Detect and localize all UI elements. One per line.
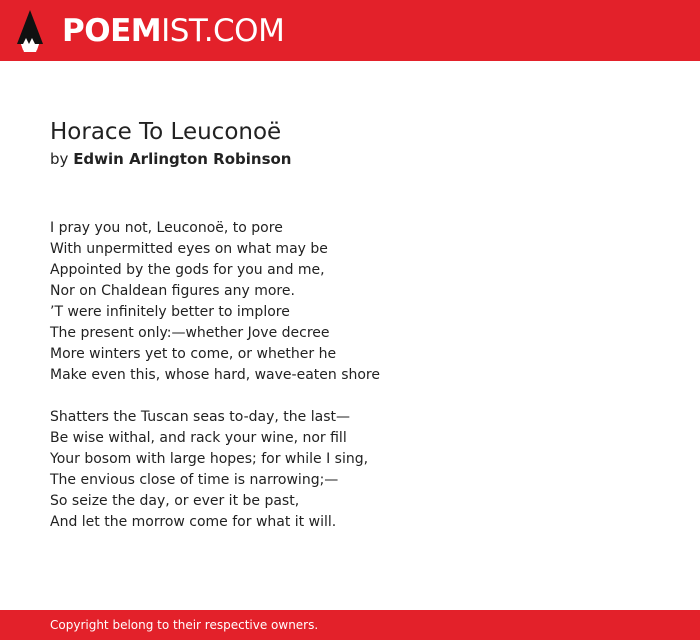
poem-line: And let the morrow come for what it will. (50, 514, 337, 530)
copyright-text: Copyright belong to their respective owners. (50, 618, 319, 632)
stanza-1 (50, 218, 670, 386)
poem-line: With unpermitted eyes on what may be (50, 241, 328, 257)
byline (50, 148, 291, 170)
poem-body (50, 218, 670, 533)
by-label: by (50, 150, 69, 168)
poem-line: Shatters the Tuscan seas to-day, the last— (50, 409, 350, 425)
author-name: Edwin Arlington Robinson (73, 150, 292, 168)
logo-text-bold: POEM (62, 13, 162, 49)
poem-line: ’T were infinitely better to implore (50, 304, 290, 320)
poem-line: Appointed by the gods for you and me, (50, 262, 325, 278)
poem-line: Your bosom with large hopes; for while I sing, (50, 451, 369, 467)
stanza-2 (50, 407, 670, 533)
poem-line: The envious close of time is narrowing;— (50, 472, 339, 488)
stanza-gap (50, 386, 670, 407)
pencil-icon[interactable] (17, 10, 43, 52)
poem-line: So seize the day, or ever it be past, (50, 493, 300, 509)
poem-line: Nor on Chaldean figures any more. (50, 283, 295, 299)
poem-line: Make even this, whose hard, wave-eaten shore (50, 367, 380, 383)
site-header (0, 0, 700, 61)
poem-line: The present only:—whether Jove decree (50, 325, 330, 341)
site-footer (0, 610, 700, 640)
site-logo[interactable] (62, 10, 284, 52)
poem-line: More winters yet to come, or whether he (50, 346, 337, 362)
logo-text-light: IST.COM (161, 13, 285, 49)
poem-line: I pray you not, Leuconoë, to pore (50, 220, 283, 236)
poem-title: Horace To Leuconoë (50, 119, 282, 145)
poem-line: Be wise withal, and rack your wine, nor fill (50, 430, 347, 446)
